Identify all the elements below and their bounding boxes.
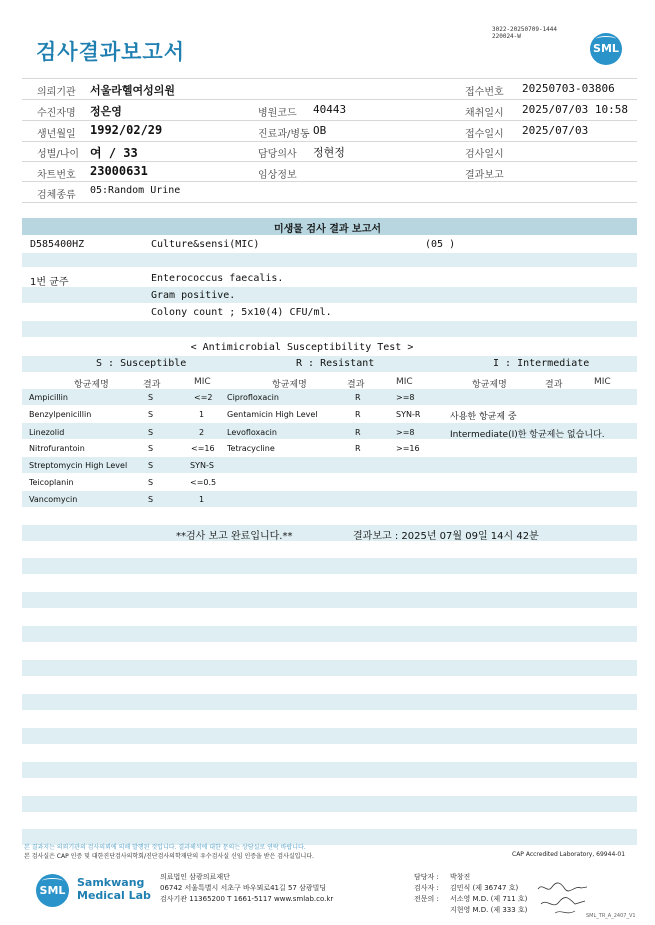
form-code: SML_TR_A_2407_V1 xyxy=(586,913,636,919)
divider xyxy=(22,99,637,100)
drug-result: R xyxy=(355,393,361,402)
drug-mic: SYN-S xyxy=(190,461,214,470)
org-contact: 검사기관 11365200 T 1661-5117 www.smlab.co.kr xyxy=(160,895,334,903)
staff-label-1: 담당자 : xyxy=(414,873,439,881)
divider xyxy=(22,78,637,79)
row-band xyxy=(22,321,637,337)
footer-logo xyxy=(36,874,69,907)
section-title: 미생물 검사 결과 보고서 xyxy=(273,224,382,235)
drug-name: Linezolid xyxy=(29,428,65,437)
specimen-value: 05:Random Urine xyxy=(90,185,181,196)
drug-result: S xyxy=(148,428,154,437)
name-value: 정은영 xyxy=(90,105,122,118)
drug-result: S xyxy=(148,478,154,487)
staff-name-2: 김민식 (제 36747 호) xyxy=(450,884,519,892)
drug-mic: >=8 xyxy=(396,393,415,402)
hosp-code-label: 병원코드 xyxy=(258,108,297,119)
doctor-label: 담당의사 xyxy=(258,149,297,160)
legend-susceptible: S : Susceptible xyxy=(96,358,187,369)
document-id-line1: 3022-20250709-1444 xyxy=(492,26,558,33)
document-id-line2: 220024-W xyxy=(492,33,521,40)
drug-result: S xyxy=(148,410,154,419)
divider xyxy=(22,161,637,162)
footer-notice-2: 본 검사실은 CAP 인증 및 대한진단검사의학회/진단검사의학재단의 우수검사실 신임 인증을 받은 검사실입니다. xyxy=(24,853,314,860)
staff-name-3: 서소영 M.D. (제 711 호) xyxy=(450,895,528,903)
org-address: 06742 서울특별시 서초구 바우뫼로41길 57 삼광빌딩 xyxy=(160,884,327,892)
col-drug-header: 항균제명 xyxy=(272,380,307,390)
report-complete: **검사 보고 완료입니다.** xyxy=(176,531,293,542)
signature-image xyxy=(535,880,590,918)
footer-notice-1: 본 결과지는 의뢰기관의 검사의뢰에 의해 발행된 것입니다. 결과해석에 대한 문의는 상담실로 연락 바랍니다. xyxy=(24,844,306,851)
drug-name: Gentamicin High Level xyxy=(227,410,318,419)
intermediate-note-2: Intermediate(I)한 항균제는 없습니다. xyxy=(450,430,605,440)
gram-stain: Gram positive. xyxy=(151,290,236,301)
col-drug-header: 항균제명 xyxy=(74,380,109,390)
row-band xyxy=(22,491,637,507)
document-id xyxy=(492,26,557,40)
sexage-value: 여 / 33 xyxy=(90,146,138,160)
divider xyxy=(22,141,637,142)
hosp-code-value: 40443 xyxy=(313,103,347,116)
staff-name-4: 지현영 M.D. (제 333 호) xyxy=(450,906,528,914)
hospital-value: 서울라헬여성의원 xyxy=(90,84,176,97)
drug-result: R xyxy=(355,410,361,419)
dept-value: OB xyxy=(313,124,327,137)
row-band xyxy=(22,287,637,303)
colony-count: Colony count ; 5x10(4) CFU/ml. xyxy=(151,307,332,318)
receipt-no-label: 접수번호 xyxy=(465,87,504,98)
drug-mic: <=0.5 xyxy=(190,478,217,487)
divider xyxy=(22,120,637,121)
row-band xyxy=(22,728,637,744)
col-result-header: 결과 xyxy=(545,380,563,390)
test-code: D585400HZ xyxy=(30,239,85,250)
received-value: 2025/07/03 xyxy=(522,124,589,137)
dept-label: 진료과/병동 xyxy=(258,129,310,140)
drug-mic: <=16 xyxy=(191,444,215,453)
report-time: 결과보고 : 2025년 07월 09일 14시 42분 xyxy=(353,531,539,542)
drug-mic: >=8 xyxy=(396,428,415,437)
row-band xyxy=(22,660,637,676)
col-mic-header: MIC xyxy=(396,377,413,387)
col-result-header: 결과 xyxy=(143,380,161,390)
drug-name: Ampicillin xyxy=(29,393,68,402)
page-title: 검사결과보고서 xyxy=(36,40,186,64)
sexage-label: 성별/나이 xyxy=(37,149,80,160)
drug-name: Ciprofloxacin xyxy=(227,393,279,402)
dob-label: 생년월일 xyxy=(37,129,76,140)
divider xyxy=(22,202,637,203)
reported-label: 결과보고 xyxy=(465,170,504,181)
drug-name: Levofloxacin xyxy=(227,428,277,437)
organism-name: Enterococcus faecalis. xyxy=(151,273,284,284)
drug-name: Teicoplanin xyxy=(29,478,74,487)
logo-text: SML xyxy=(593,42,619,55)
col-drug-header: 항균제명 xyxy=(472,380,507,390)
drug-result: S xyxy=(148,444,154,453)
row-band xyxy=(22,796,637,812)
tested-label: 검사일시 xyxy=(465,149,504,160)
drug-mic: 1 xyxy=(199,495,205,504)
legend-intermediate: I : Intermediate xyxy=(493,358,590,369)
brand-line-1: Samkwang xyxy=(77,876,145,889)
drug-name: Nitrofurantoin xyxy=(29,444,85,453)
row-band xyxy=(22,626,637,642)
row-band xyxy=(22,558,637,574)
chart-value: 23000631 xyxy=(90,164,148,178)
drug-name: Tetracycline xyxy=(227,444,275,453)
row-band xyxy=(22,389,637,405)
brand-line-2: Medical Lab xyxy=(77,889,151,902)
drug-name: Benzylpenicillin xyxy=(29,410,92,419)
drug-mic: <=2 xyxy=(194,393,213,402)
divider xyxy=(22,181,637,182)
org-name: 의료법인 삼광의료재단 xyxy=(160,873,230,881)
footer-brand xyxy=(77,876,151,902)
drug-result: S xyxy=(148,461,154,470)
row-band xyxy=(22,592,637,608)
organism-label: 1번 균주 xyxy=(30,277,69,288)
clinical-label: 임상정보 xyxy=(258,170,297,181)
drug-result: S xyxy=(148,393,154,402)
col-result-header: 결과 xyxy=(347,380,365,390)
drug-name: Vancomycin xyxy=(29,495,78,504)
row-band xyxy=(22,253,637,267)
collect-label: 채취일시 xyxy=(465,108,504,119)
footer-staff-labels xyxy=(414,872,439,905)
sml-logo xyxy=(590,33,622,65)
specimen-label: 검체종류 xyxy=(37,190,76,201)
collect-value: 2025/07/03 10:58 xyxy=(522,103,628,116)
staff-label-3: 전문의 : xyxy=(414,895,439,903)
footer-staff-names xyxy=(450,872,527,916)
row-band xyxy=(22,694,637,710)
receipt-no-value: 20250703-03806 xyxy=(522,82,615,95)
intermediate-note-1: 사용한 항균제 중 xyxy=(450,412,517,422)
col-mic-header: MIC xyxy=(594,377,611,387)
footer-logo-text: SML xyxy=(39,884,66,897)
drug-result: R xyxy=(355,444,361,453)
drug-name: Streptomycin High Level xyxy=(29,461,128,470)
drug-mic: SYN-R xyxy=(396,410,421,419)
staff-name-1: 박창진 xyxy=(450,873,471,881)
footer-org-info xyxy=(160,872,333,905)
staff-label-2: 검사자 : xyxy=(414,884,439,892)
cap-accreditation: CAP Accredited Laboratory, 69944-01 xyxy=(512,851,626,858)
dob-value: 1992/02/29 xyxy=(90,123,163,137)
test-number: (05 ) xyxy=(425,239,456,250)
test-name: Culture&sensi(MIC) xyxy=(151,239,260,250)
chart-label: 차트번호 xyxy=(37,170,76,181)
drug-result: R xyxy=(355,428,361,437)
row-band xyxy=(22,762,637,778)
drug-mic: 2 xyxy=(199,428,205,437)
hospital-label: 의뢰기관 xyxy=(37,87,76,98)
name-label: 수진자명 xyxy=(37,108,76,119)
drug-mic: 1 xyxy=(199,410,205,419)
drug-result: S xyxy=(148,495,154,504)
legend-resistant: R : Resistant xyxy=(296,358,375,369)
doctor-value: 정현정 xyxy=(313,146,345,159)
ast-title: < Antimicrobial Susceptibility Test > xyxy=(190,342,414,353)
row-band xyxy=(22,525,637,541)
received-label: 접수일시 xyxy=(465,129,504,140)
drug-mic: >=16 xyxy=(396,444,420,453)
col-mic-header: MIC xyxy=(194,377,211,387)
